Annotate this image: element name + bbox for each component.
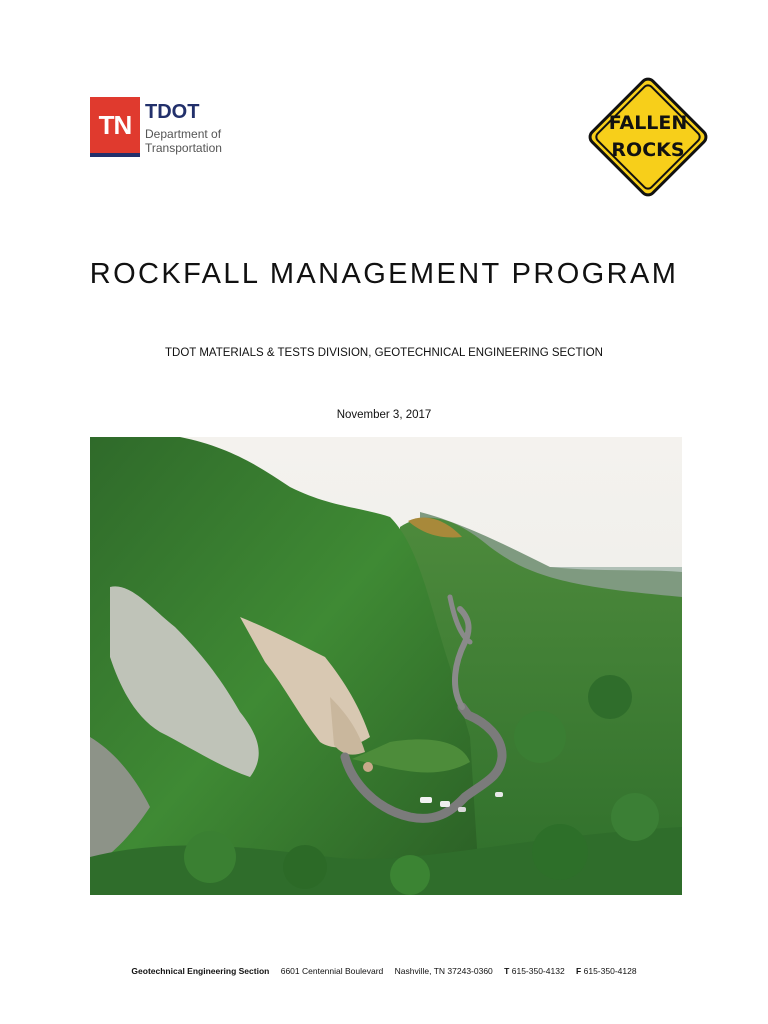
dept-line-2: Transportation xyxy=(145,141,222,155)
fallen-rocks-sign xyxy=(581,70,715,204)
sign-line-1: FALLEN xyxy=(608,112,688,134)
footer-phone-label: T xyxy=(504,966,510,976)
mountain-road-photo xyxy=(90,437,682,895)
footer-address: 6601 Centennial Boulevard xyxy=(280,966,384,976)
sign-line-2: ROCKS xyxy=(611,139,685,161)
document-subtitle: TDOT MATERIALS & TESTS DIVISION, GEOTECHNICAL ENGINEERING SECTION xyxy=(165,347,603,359)
tdot-logo xyxy=(90,97,230,159)
tn-logo-underline xyxy=(90,153,140,157)
document-title: ROCKFALL MANAGEMENT PROGRAM xyxy=(89,258,679,290)
footer-fax-label: F xyxy=(576,966,582,976)
footer-section: Geotechnical Engineering Section xyxy=(131,966,270,976)
sign-text xyxy=(581,70,715,204)
document-date: November 3, 2017 xyxy=(336,409,432,421)
tdot-wordmark: TDOT xyxy=(145,101,200,123)
footer-fax: 615-350-4128 xyxy=(583,966,637,976)
document-footer xyxy=(0,966,768,976)
dept-line-1: Department of xyxy=(145,127,222,141)
dept-name xyxy=(145,127,222,155)
footer-phone: 615-350-4132 xyxy=(511,966,565,976)
tn-logo-box: TN xyxy=(90,97,140,153)
footer-city: Nashville, TN 37243-0360 xyxy=(394,966,493,976)
